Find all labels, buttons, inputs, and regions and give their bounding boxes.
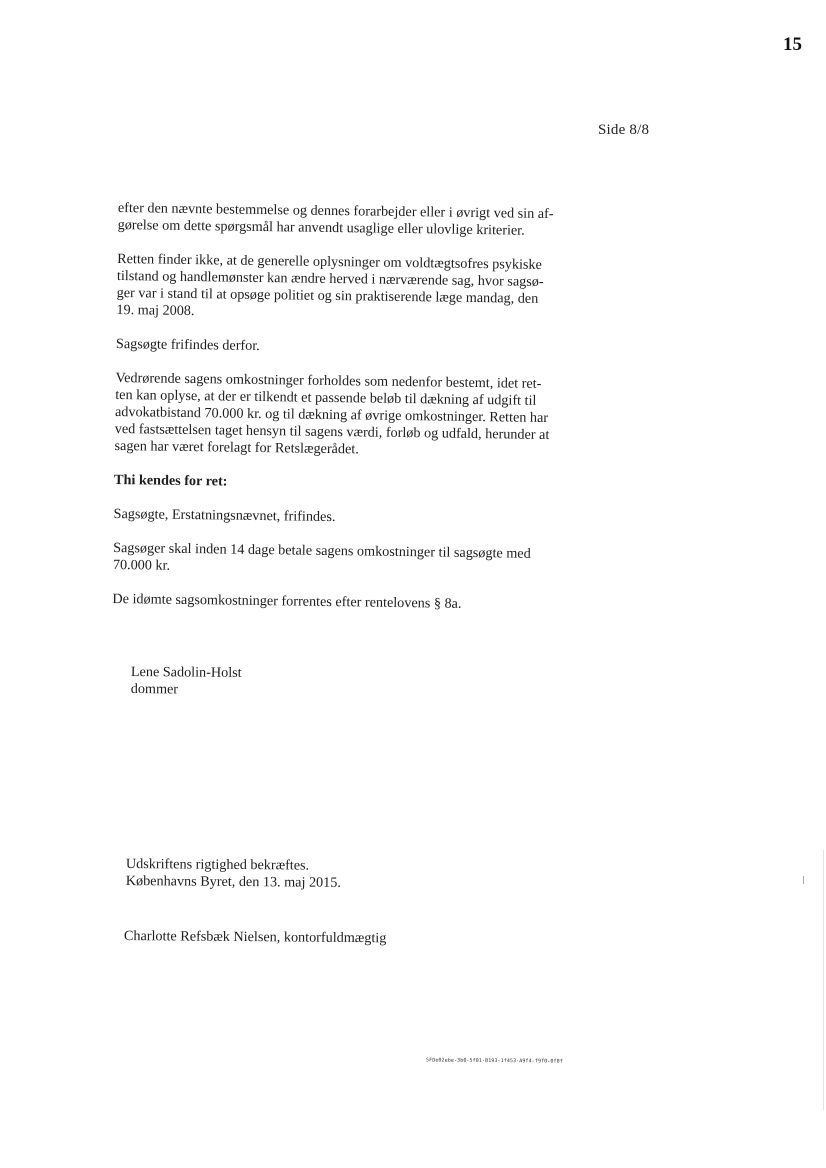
scan-edge-line [823, 850, 824, 1110]
paragraph-costs: Vedrørende sagens omkostninger forholdes som nedenfor bestemt, idet ret- ten kan oplyse, at der er tilkendt et passende beløb til dækning af udgift til advokatbistand 70.000 kr. og til dækning af øvrige omkostninger. Retten har ved fastsættelsen taget hensyn til sagens værdi, forløb og udfald, herunder at sagen har været forelagt for Retslægerådet. [114, 369, 550, 458]
certification-place-date: Københavns Byret, den 13. maj 2015. [125, 872, 341, 891]
certification-block [126, 856, 341, 892]
paragraph-court-finding: Retten finder ikke, at de generelle oplysninger om voldtægtsofres psykiske tilstand og handlemønster kan ændre herved i nærværende sag, hvor sagsø- ger var i stand til at opsøge politiet og sin praktiserende læge mandag, den 19. maj 2008. [116, 250, 544, 320]
verdict-interest: De idømte sagsomkostninger forrentes efter rentelovens § 8a. [112, 590, 462, 612]
verdict-heading: Thi kendes for ret: [113, 471, 228, 490]
verdict-acquittal: Sagsøgte, Erstatningsnævnet, frifindes. [113, 505, 336, 526]
paragraph-reasoning-end: efter den nævnte bestemmelse og dennes forarbejder eller i øvrigt ved sin af- gørelse om dette spørgsmål har anvendt usaglige eller ulovlige kriterier. [117, 200, 554, 239]
paragraph-acquittal: Sagsøgte frifindes derfor. [115, 335, 260, 354]
certification-statement: Udskriftens rigtighed bekræftes. [125, 856, 310, 874]
judge-signature [131, 664, 242, 699]
page-number: 15 [783, 34, 802, 55]
side-label: Side 8/8 [598, 122, 650, 138]
judge-name: Lene Sadolin-Holst [130, 664, 242, 681]
judge-title: dommer [130, 680, 179, 698]
verdict-costs-order: Sagsøger skal inden 14 dage betale sagens omkostninger til sagsøgte med 70.000 kr. [112, 539, 531, 574]
judgment-body [112, 200, 598, 632]
clerk-signature: Charlotte Refsbæk Nielsen, kontorfuldmægtig [123, 928, 387, 947]
document-id-code: 5FDe02ebe-3b0-5f01-B193-1f453-A9f4-f9f0-0f0f [425, 1057, 563, 1065]
scan-edge-mark [803, 876, 804, 884]
